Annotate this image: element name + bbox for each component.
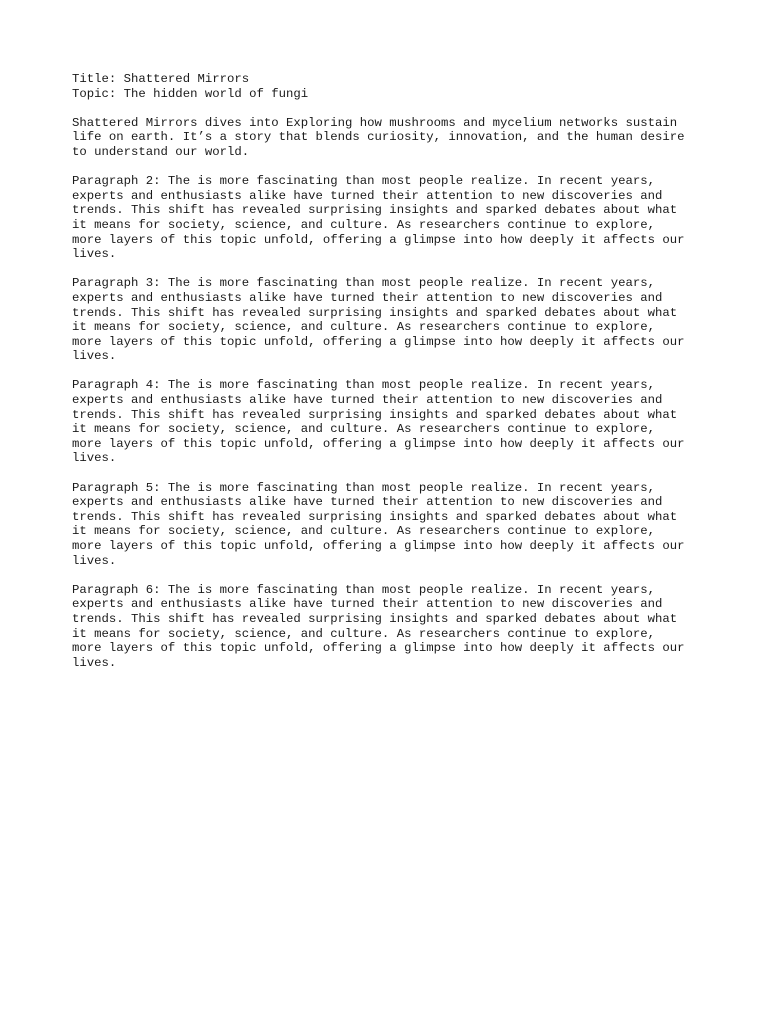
document-topic: Topic: The hidden world of fungi — [72, 86, 309, 101]
paragraph-3: Paragraph 3: The is more fascinating than most people realize. In recent years, experts and enthusiasts alike have turned their attention to new discoveries and trends. This shift has revealed surprising insights and sparked debates about what it means for society, science, and culture. As researchers continue to explore, more layers of this topic unfold, offering a glimpse into how deeply it affects our lives. — [72, 276, 685, 364]
document-page — [72, 72, 712, 685]
paragraph-5: Paragraph 5: The is more fascinating than most people realize. In recent years, experts and enthusiasts alike have turned their attention to new discoveries and trends. This shift has revealed surprising insights and sparked debates about what it means for society, science, and culture. As researchers continue to explore, more layers of this topic unfold, offering a glimpse into how deeply it affects our lives. — [72, 480, 685, 568]
paragraph-2: Paragraph 2: The is more fascinating than most people realize. In recent years, experts and enthusiasts alike have turned their attention to new discoveries and trends. This shift has revealed surprising insights and sparked debates about what it means for society, science, and culture. As researchers continue to explore, more layers of this topic unfold, offering a glimpse into how deeply it affects our lives. — [72, 174, 685, 262]
paragraph-intro: Shattered Mirrors dives into Exploring how mushrooms and mycelium networks sustain life on earth. It’s a story that blends curiosity, innovation, and the human desire to understand our world. — [72, 115, 685, 159]
paragraph-6: Paragraph 6: The is more fascinating than most people realize. In recent years, experts and enthusiasts alike have turned their attention to new discoveries and trends. This shift has revealed surprising insights and sparked debates about what it means for society, science, and culture. As researchers continue to explore, more layers of this topic unfold, offering a glimpse into how deeply it affects our lives. — [72, 582, 685, 670]
paragraph-4: Paragraph 4: The is more fascinating than most people realize. In recent years, experts and enthusiasts alike have turned their attention to new discoveries and trends. This shift has revealed surprising insights and sparked debates about what it means for society, science, and culture. As researchers continue to explore, more layers of this topic unfold, offering a glimpse into how deeply it affects our lives. — [72, 378, 685, 466]
document-title: Title: Shattered Mirrors — [72, 72, 250, 86]
document-header — [72, 72, 712, 101]
